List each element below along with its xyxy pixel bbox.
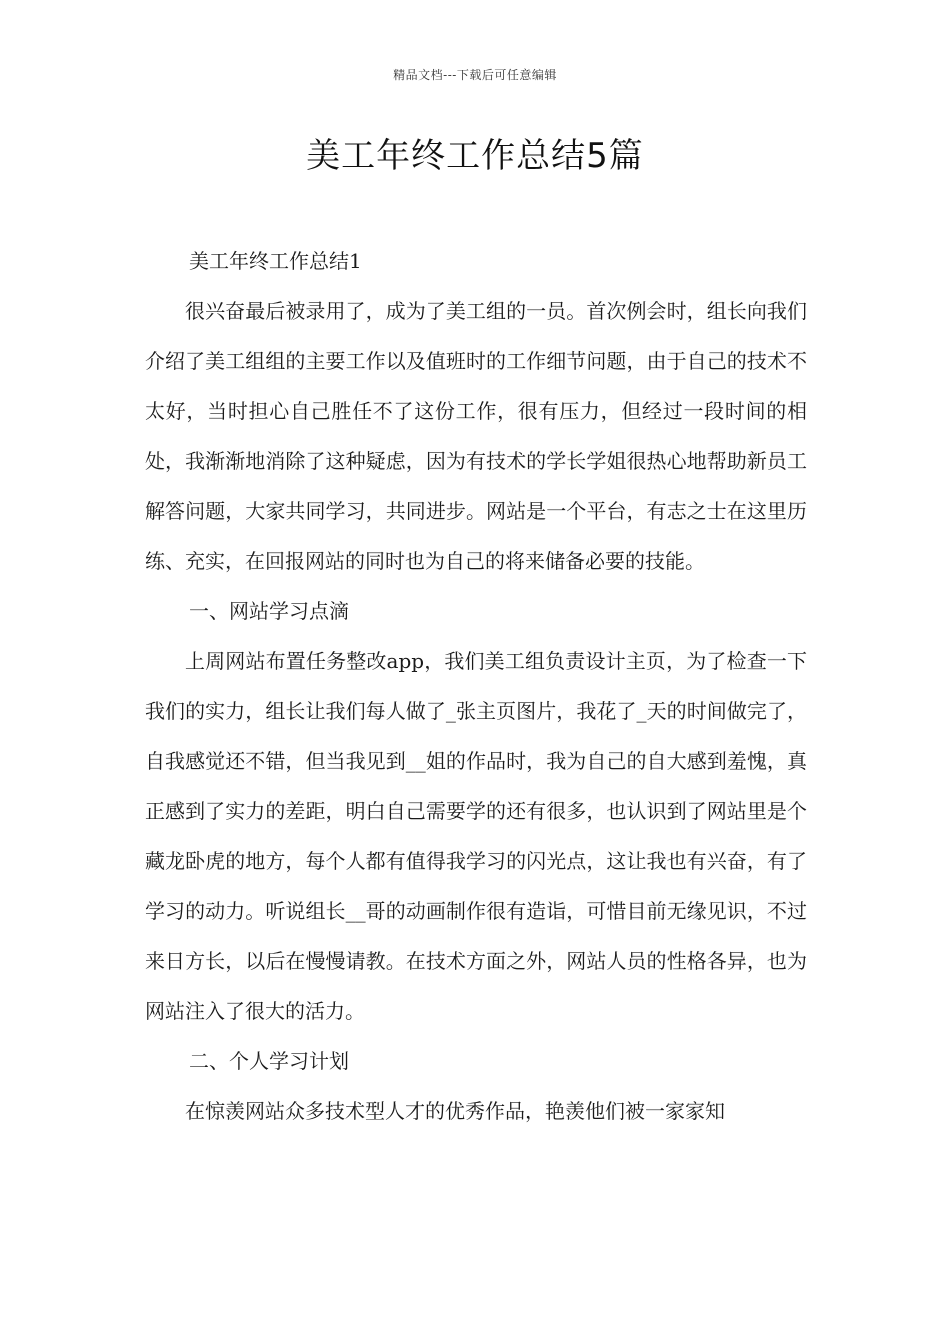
document-title: 美工年终工作总结5篇 [306,136,644,176]
body-paragraph: 在惊羡网站众多技术型人才的优秀作品，艳羡他们被一家家知 [185,1099,725,1123]
header-note: 精品文档---下载后可任意编辑 [393,68,557,82]
body-paragraph: 很兴奋最后被录用了，成为了美工组的一员。首次例会时，组长向我们介绍了美工组组的主要工作以及值班时的工作细节问题，由于自己的技术不太好，当时担心自己胜任不了这份工作，很有压力，但经过一段时间的相处，我渐渐地消除了这种疑虑，因为有技术的学长学姐很热心地帮助新员工解答问题，大家共同学习，共同进步。网站是一个平台，有志之士在这里历练、充实，在回报网站的同时也为自己的将来储备必要的技能。 [145,299,807,573]
section-heading: 二、个人学习计划 [189,1049,349,1073]
section-heading: 一、网站学习点滴 [189,599,349,623]
body-paragraph: 上周网站布置任务整改app，我们美工组负责设计主页，为了检查一下我们的实力，组长让我们每人做了_张主页图片，我花了_天的时间做完了，自我感觉还不错，但当我见到__姐的作品时，我为自己的自大感到羞愧，真正感到了实力的差距，明白自己需要学的还有很多，也认识到了网站里是个藏龙卧虎的地方，每个人都有值得我学习的闪光点，这让我也有兴奋，有了学习的动力。听说组长__哥的动画制作很有造诣，可惜目前无缘见识，不过来日方长，以后在慢慢请教。在技术方面之外，网站人员的性格各异，也为网站注入了很大的活力。 [145,649,807,1023]
section-heading: 美工年终工作总结1 [189,249,362,273]
document-body [145,236,807,1136]
